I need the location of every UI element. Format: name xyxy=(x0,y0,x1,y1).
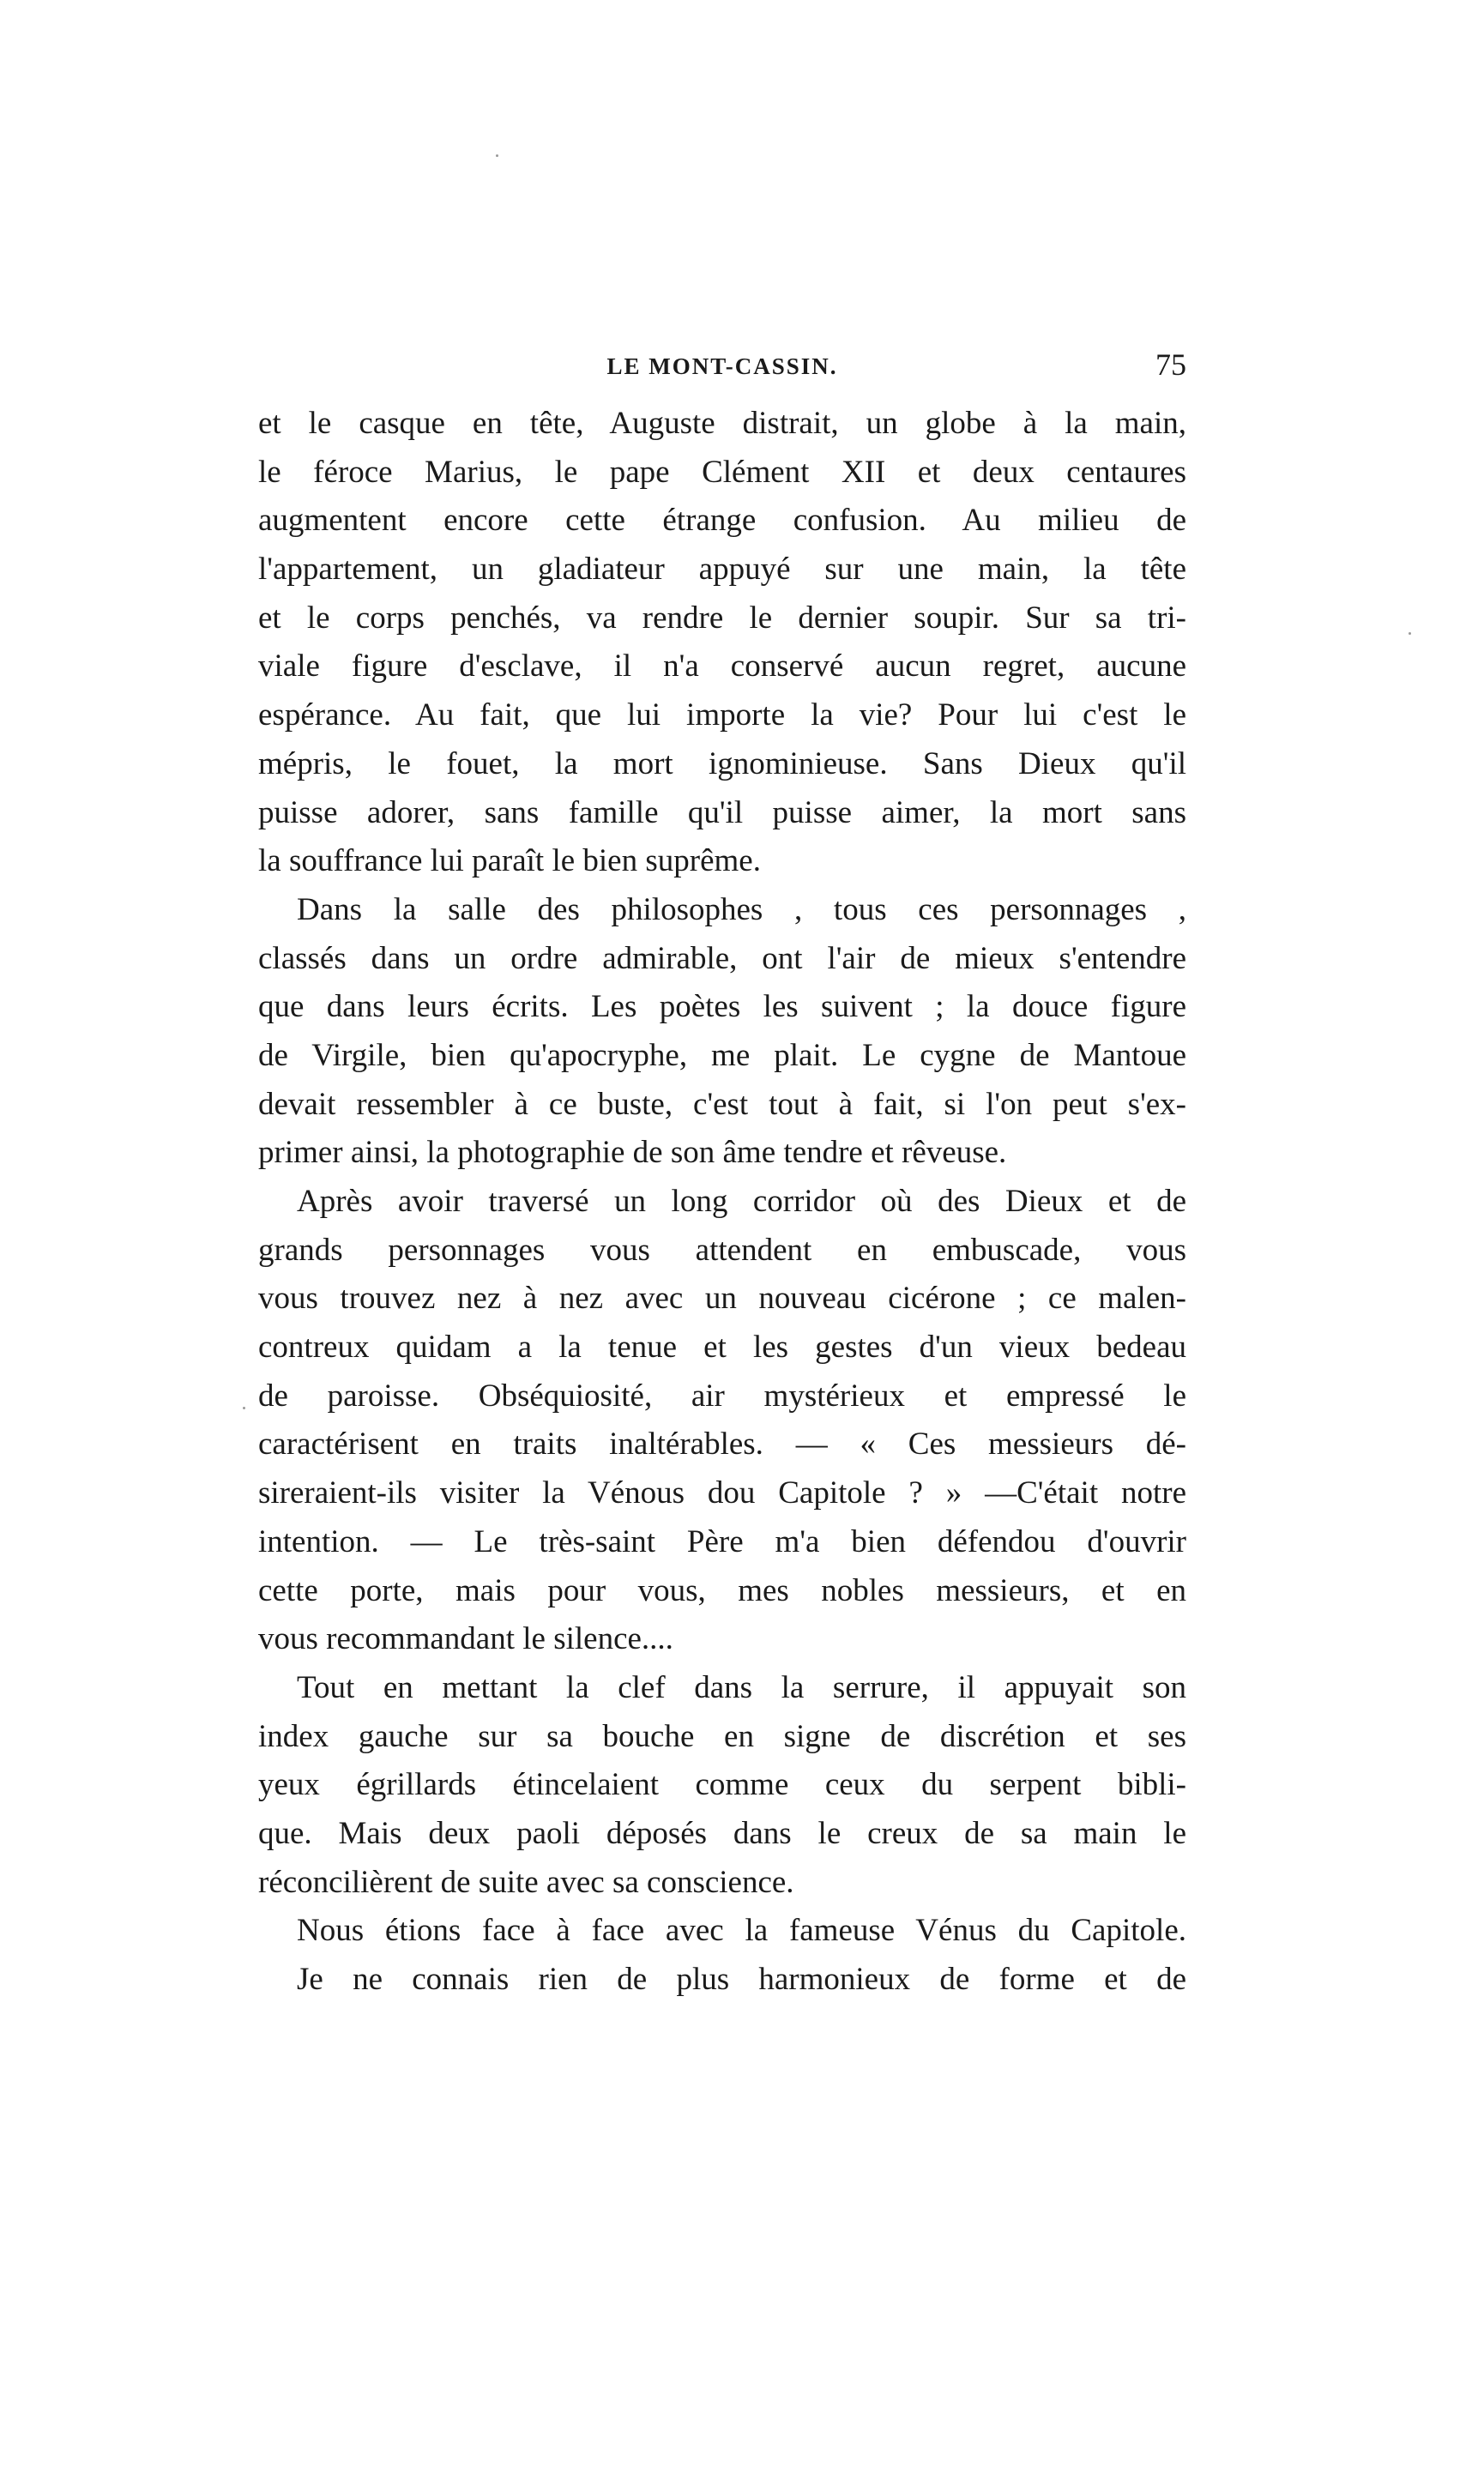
page-header xyxy=(258,343,1186,386)
text-line: devait ressembler à ce buste, c'est tout à fait, si l'on peut s'ex- xyxy=(258,1086,1186,1122)
text-line: vous recommandant le silence.... xyxy=(258,1621,673,1657)
text-line: que. Mais deux paoli déposés dans le creux de sa main le xyxy=(258,1815,1186,1851)
running-title: LE MONT-CASSIN. xyxy=(606,353,838,379)
text-line: caractérisent en traits inaltérables. — « Ces messieurs dé- xyxy=(258,1426,1186,1463)
text-line: espérance. Au fait, que lui importe la vie? Pour lui c'est le xyxy=(258,697,1186,733)
scan-speck xyxy=(1409,632,1411,635)
scan-speck xyxy=(243,1407,245,1409)
text-line: la souffrance lui paraît le bien suprême. xyxy=(258,843,761,879)
text-line: sireraient-ils visiter la Vénous dou Capitole ? » —C'était notre xyxy=(258,1475,1186,1511)
text-line: mépris, le fouet, la mort ignominieuse. Sans Dieux qu'il xyxy=(258,745,1186,781)
text-line: et le corps penchés, va rendre le dernier soupir. Sur sa tri- xyxy=(258,600,1186,636)
text-line: Nous étions face à face avec la fameuse Vénus du Capitole. xyxy=(297,1913,1186,1949)
text-line: yeux égrillards étincelaient comme ceux du serpent bibli- xyxy=(258,1767,1186,1803)
text-line: de paroisse. Obséquiosité, air mystérieux et empressé le xyxy=(258,1378,1186,1414)
text-line: de Virgile, bien qu'apocryphe, me plait. Le cygne de Mantoue xyxy=(258,1037,1186,1073)
text-line: contreux quidam a la tenue et les gestes d'un vieux bedeau xyxy=(258,1330,1186,1366)
text-line: cette porte, mais pour vous, mes nobles messieurs, et en xyxy=(258,1572,1186,1608)
text-line: et le casque en tête, Auguste distrait, un globe à la main, xyxy=(258,406,1186,441)
text-line: vous trouvez nez à nez avec un nouveau cicérone ; ce malen- xyxy=(258,1281,1186,1317)
page-number: 75 xyxy=(1155,347,1186,382)
text-line: le féroce Marius, le pape Clément XII et deux centaures xyxy=(258,454,1186,490)
text-line: viale figure d'esclave, il n'a conservé aucun regret, aucune xyxy=(258,648,1186,685)
text-line: index gauche sur sa bouche en signe de discrétion et ses xyxy=(258,1718,1186,1754)
text-line: augmentent encore cette étrange confusion. Au milieu de xyxy=(258,503,1186,539)
text-line: puisse adorer, sans famille qu'il puisse aimer, la mort sans xyxy=(258,794,1186,830)
scan-speck xyxy=(496,154,498,157)
text-line: Après avoir traversé un long corridor où des Dieux et de xyxy=(297,1184,1186,1219)
text-line: classés dans un ordre admirable, ont l'air de mieux s'entendre xyxy=(258,940,1186,976)
text-line: intention. — Le très-saint Père m'a bien défendou d'ouvrir xyxy=(258,1523,1186,1559)
text-line: que dans leurs écrits. Les poètes les suivent ; la douce figure xyxy=(258,989,1186,1025)
text-line: primer ainsi, la photographie de son âme tendre et rêveuse. xyxy=(258,1135,1007,1171)
text-line: grands personnages vous attendent en embuscade, vous xyxy=(258,1232,1186,1268)
text-line: Tout en mettant la clef dans la serrure, il appuyait son xyxy=(297,1669,1186,1705)
text-line: Dans la salle des philosophes , tous ces personnages , xyxy=(297,891,1186,927)
text-line: l'appartement, un gladiateur appuyé sur une main, la tête xyxy=(258,552,1186,588)
text-line: réconcilièrent de suite avec sa conscience. xyxy=(258,1864,794,1900)
text-line: Je ne connais rien de plus harmonieux de forme et de xyxy=(297,1962,1186,1997)
body-text xyxy=(258,400,1186,2005)
